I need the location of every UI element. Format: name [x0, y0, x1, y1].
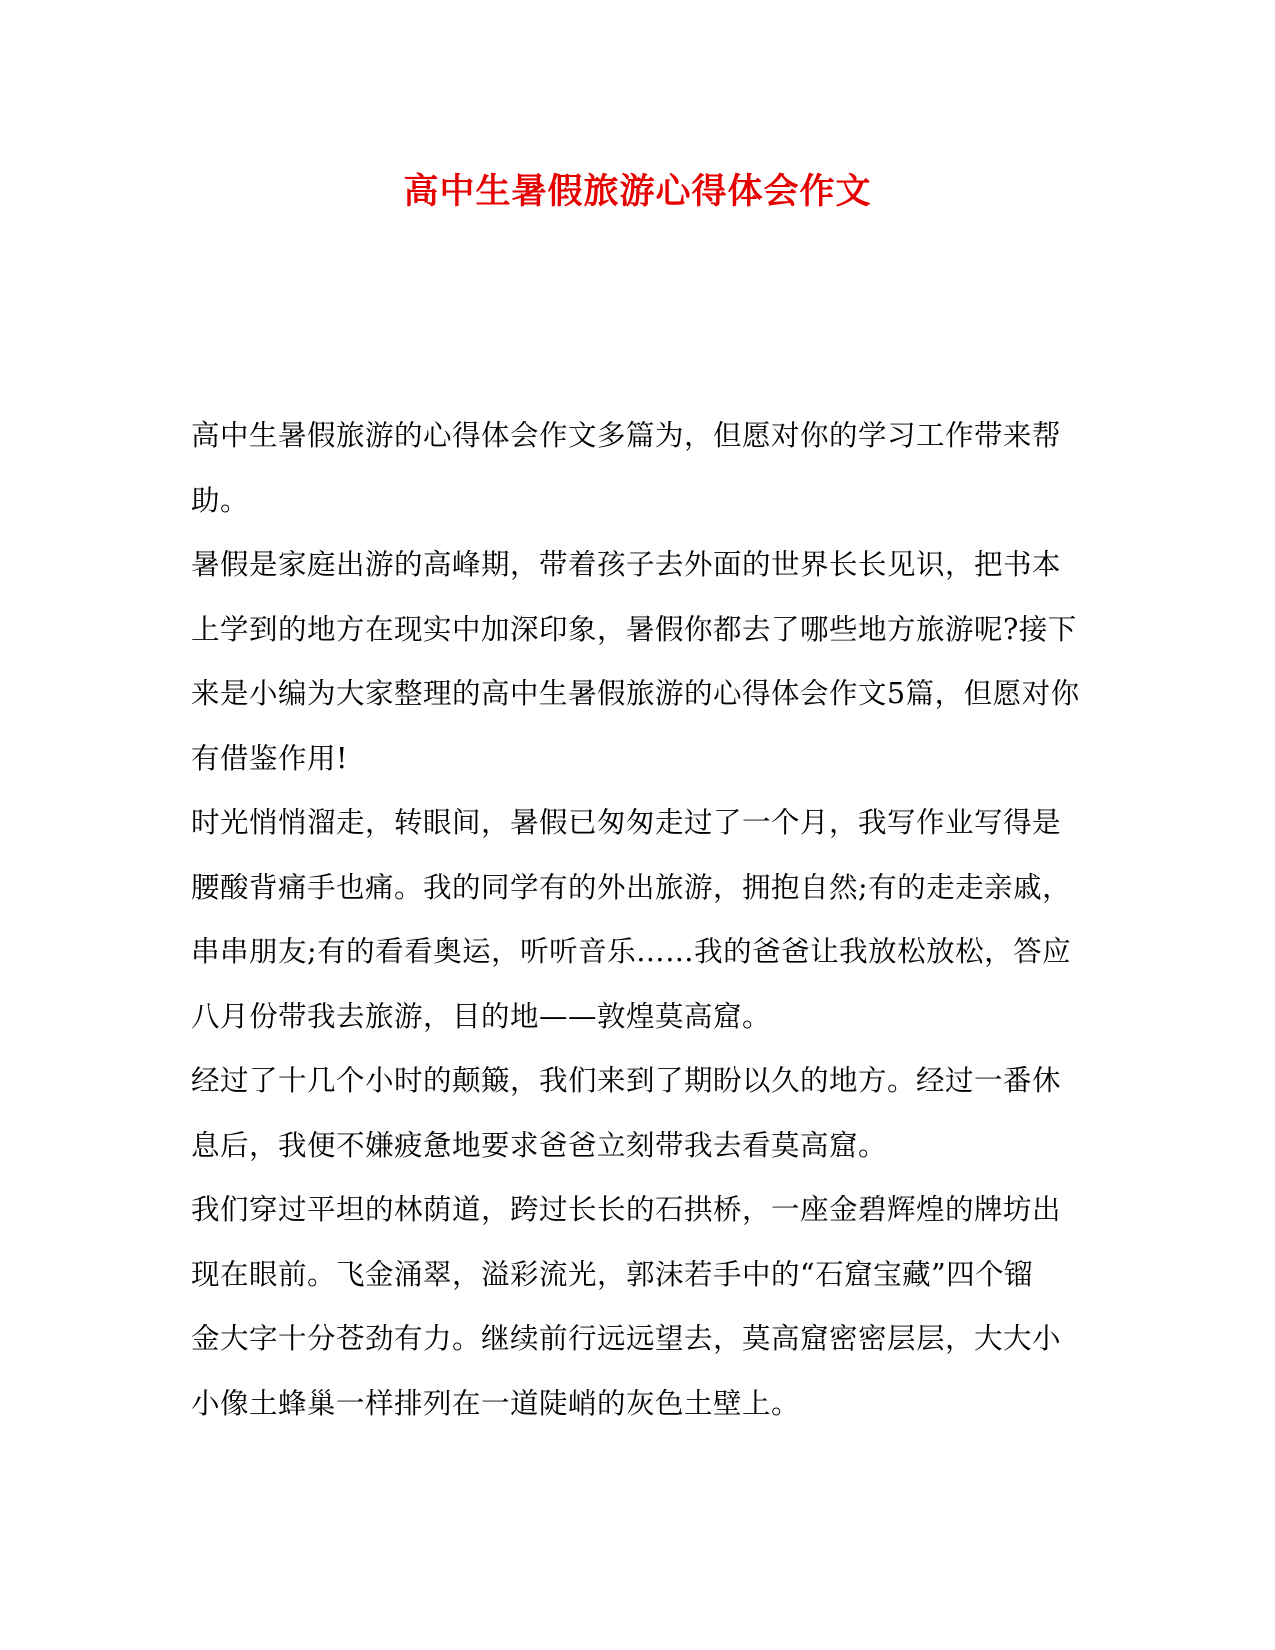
document-title: 高中生暑假旅游心得体会作文	[403, 171, 872, 212]
text-line: 小像土蜂巢一样排列在一道陡峭的灰色土壁上。	[191, 1386, 801, 1420]
text-line: 现在眼前。飞金涌翠，溢彩流光，郭沫若手中的“石窟宝藏”四个镏	[191, 1257, 1034, 1291]
text-line: 来是小编为大家整理的高中生暑假旅游的心得体会作文5篇，但愿对你	[191, 677, 1080, 710]
text-line: 时光悄悄溜走，转眼间，暑假已匆匆走过了一个月，我写作业写得是	[191, 806, 1062, 839]
text-line: 金大字十分苍劲有力。继续前行远远望去，莫高窟密密层层，大大小	[191, 1322, 1062, 1355]
text-line: 腰酸背痛手也痛。我的同学有的外出旅游，拥抱自然;有的走走亲戚，	[191, 870, 1072, 904]
text-line: 息后，我便不嫌疲惫地要求爸爸立刻带我去看莫高窟。	[191, 1128, 888, 1162]
document-body	[191, 404, 1091, 1436]
text-line: 经过了十几个小时的颠簸，我们来到了期盼以久的地方。经过一番休	[191, 1064, 1062, 1097]
text-line: 八月份带我去旅游，目的地——敦煌莫高窟。	[191, 999, 772, 1033]
text-line: 助。	[191, 483, 250, 517]
text-line: 串串朋友;有的看看奥运，听听音乐……我的爸爸让我放松放松，答应	[191, 935, 1072, 968]
text-line: 我们穿过平坦的林荫道，跨过长长的石拱桥，一座金碧辉煌的牌坊出	[191, 1193, 1062, 1226]
text-line: 高中生暑假旅游的心得体会作文多篇为，但愿对你的学习工作带来帮	[191, 419, 1062, 452]
text-line: 上学到的地方在现实中加深印象，暑假你都去了哪些地方旅游呢?接下	[191, 612, 1077, 646]
text-line: 暑假是家庭出游的高峰期，带着孩子去外面的世界长长见识，把书本	[191, 548, 1062, 581]
text-line: 有借鉴作用!	[191, 741, 348, 775]
